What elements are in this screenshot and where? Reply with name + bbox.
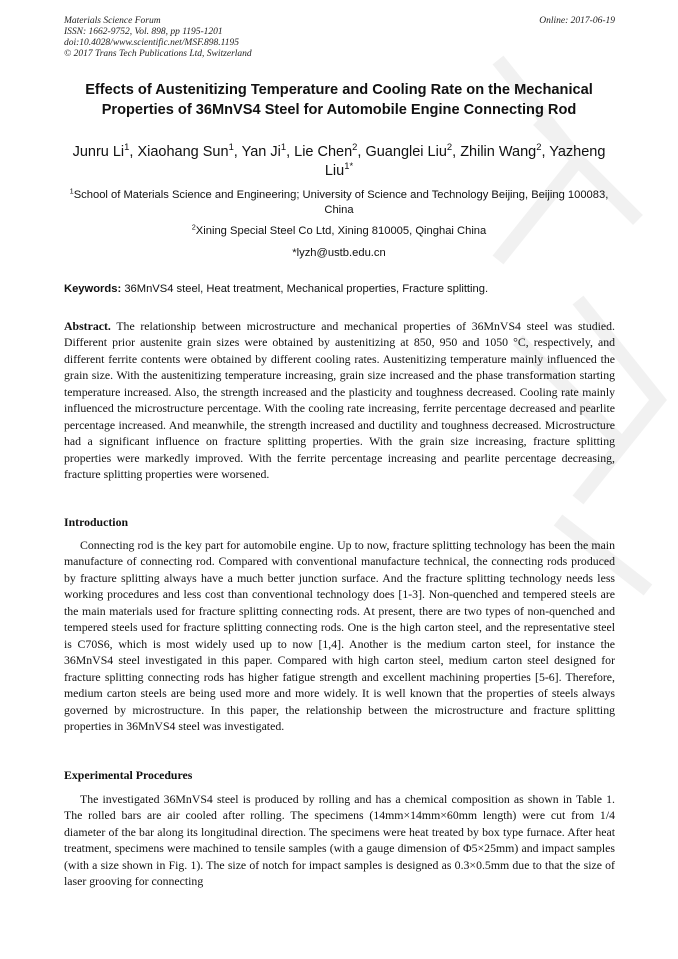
abstract-label: Abstract. bbox=[64, 319, 111, 333]
experimental-heading: Experimental Procedures bbox=[64, 768, 193, 782]
affiliation-2-text: Xining Special Steel Co Ltd, Xining 810005, Qinghai China bbox=[195, 225, 487, 237]
paper-title: Effects of Austenitizing Temperature and Cooling Rate on the Mechanical Properties of 36MnVS4 Steel for Automobile Engine Connecting Rod bbox=[85, 82, 593, 118]
keywords-text: 36MnVS4 steel, Heat treatment, Mechanical properties, Fracture splitting. bbox=[124, 283, 489, 295]
journal-name: Materials Science Forum bbox=[64, 16, 161, 26]
affiliation-1-text: School of Materials Science and Engineering; University of Science and Technology Beijing, Beijing 100083, China bbox=[73, 189, 609, 216]
experimental-paragraph: The investigated 36MnVS4 steel is produced by rolling and has a chemical composition as shown in Table 1. The rolled bars are air cooled after rolling. The specimens (14mm×14mm×60mm length) were cut from 1/4 diameter of the bar along its longitudinal direction. The specimens were heat treated by box type furnace. After heat treatment, specimens were machined to tensile samples (with a gauge dimension of Φ5×25mm) and impact samples (with a size shown in Fig. 1). The size of notch for impact samples is designed as 0.3×0.5mm due to that the size of laser grooving for connecting bbox=[64, 792, 615, 889]
corresponding-email[interactable]: *lyzh@ustb.edu.cn bbox=[292, 247, 386, 259]
author-affiliation-marker: 1 bbox=[280, 141, 287, 153]
issn-line: ISSN: 1662-9752, Vol. 898, pp 1195-1201 bbox=[64, 27, 223, 37]
author-name: Lie Chen bbox=[294, 144, 353, 160]
introduction-heading: Introduction bbox=[64, 515, 129, 529]
author-name: Yazheng Liu bbox=[324, 144, 606, 179]
affiliation-1 bbox=[60, 188, 618, 217]
keywords-label: Keywords: bbox=[64, 283, 122, 295]
author-name: Xiaohang Sun bbox=[137, 144, 229, 160]
author-name: Junru Li bbox=[72, 144, 125, 160]
author-affiliation-marker: 2 bbox=[352, 141, 358, 153]
author-name: Zhilin Wang bbox=[460, 144, 537, 160]
author-affiliation-marker: 2 bbox=[536, 141, 542, 153]
journal-header bbox=[64, 16, 615, 60]
copyright-line: © 2017 Trans Tech Publications Ltd, Switzerland bbox=[64, 49, 252, 59]
affiliation-2-marker: 2 bbox=[191, 222, 196, 232]
affiliation-1-marker: 1 bbox=[69, 186, 74, 196]
author-affiliation-marker: 2 bbox=[446, 141, 453, 153]
author-affiliation-marker: 1* bbox=[344, 160, 354, 172]
author-affiliation-marker: 1 bbox=[228, 141, 234, 153]
abstract-text: The relationship between microstructure and mechanical properties of 36MnVS4 steel was studied. Different prior austenite grain sizes were obtained by austenitizing at 850, 950 and 1050 °C, respectively, and different ferrite contents were obtained by different cooling rates. Austenitizing temperature mainly influenced the grain size. With the austenitizing temperature increasing, grain size increased and the phase transformation starting temperature increased. Also, the strength increased and the plasticity and toughness decreased. Cooling rate mainly influenced the microstructure percentage. With the cooling rate increasing, ferrite percentage decreased and pearlite percentage increased. And meanwhile, the strength increased and ductility and toughness decreased. Microstructure had a significant influence on fracture splitting properties. With the grain size increasing, fracture splitting properties were markedly improved. With the ferrite percentage increasing and pearlite percentage decreasing, fracture splitting properties were worsened. bbox=[64, 319, 615, 482]
online-date: Online: 2017-06-19 bbox=[539, 16, 615, 26]
author-name: Yan Ji bbox=[241, 144, 281, 160]
keywords bbox=[64, 282, 615, 296]
author-list: Junru Li$^1$, Xiaohang Sun$^1$, Yan Ji$^1$, Lie Chen$^2$, Guanglei Liu$^2$, Zhilin Wang$^2$, Yazheng Liu$^{1*}$ bbox=[72, 141, 606, 179]
author-affiliation-marker: 1 bbox=[124, 141, 130, 153]
introduction-paragraph: Connecting rod is the key part for automobile engine. Up to now, fracture splitting technology has been the main manufacture of connecting rod. Compared with conventional manufacture technical, the connecting rods produced by fracture splitting always have a much better junction surface. And the fracture splitting technology needs less working procedures and less cost than conventional technology does [1-3]. Non-quenched and tempered steels are the main materials used for fracture splitting connecting rods. At present, there are two types of non-quenched and tempered steels used for fracture splitting connecting rods. One is the high carton steel, and the representative steel is C70S6, which is most widely used up to now [1,4]. Another is the medium carton steel, for instance the 36MnVS4 steel investigated in this paper. Compared with high carton steel, medium carton steel designed for fracture splitting connecting rods has higher fatigue strength and excellent machining properties [5-6]. Therefore, medium carton steels are being used more and more widely. It is well known that the properties of steels always governed by microstructure. In this paper, the relationship between the microstructure and fracture splitting properties in 36MnVS4 steel was investigated. bbox=[64, 538, 615, 733]
abstract-paragraph bbox=[64, 318, 615, 483]
affiliation-2 bbox=[60, 224, 618, 239]
doi-link[interactable]: doi:10.4028/www.scientific.net/MSF.898.1195 bbox=[64, 38, 239, 48]
author-name: Guanglei Liu bbox=[365, 144, 447, 160]
